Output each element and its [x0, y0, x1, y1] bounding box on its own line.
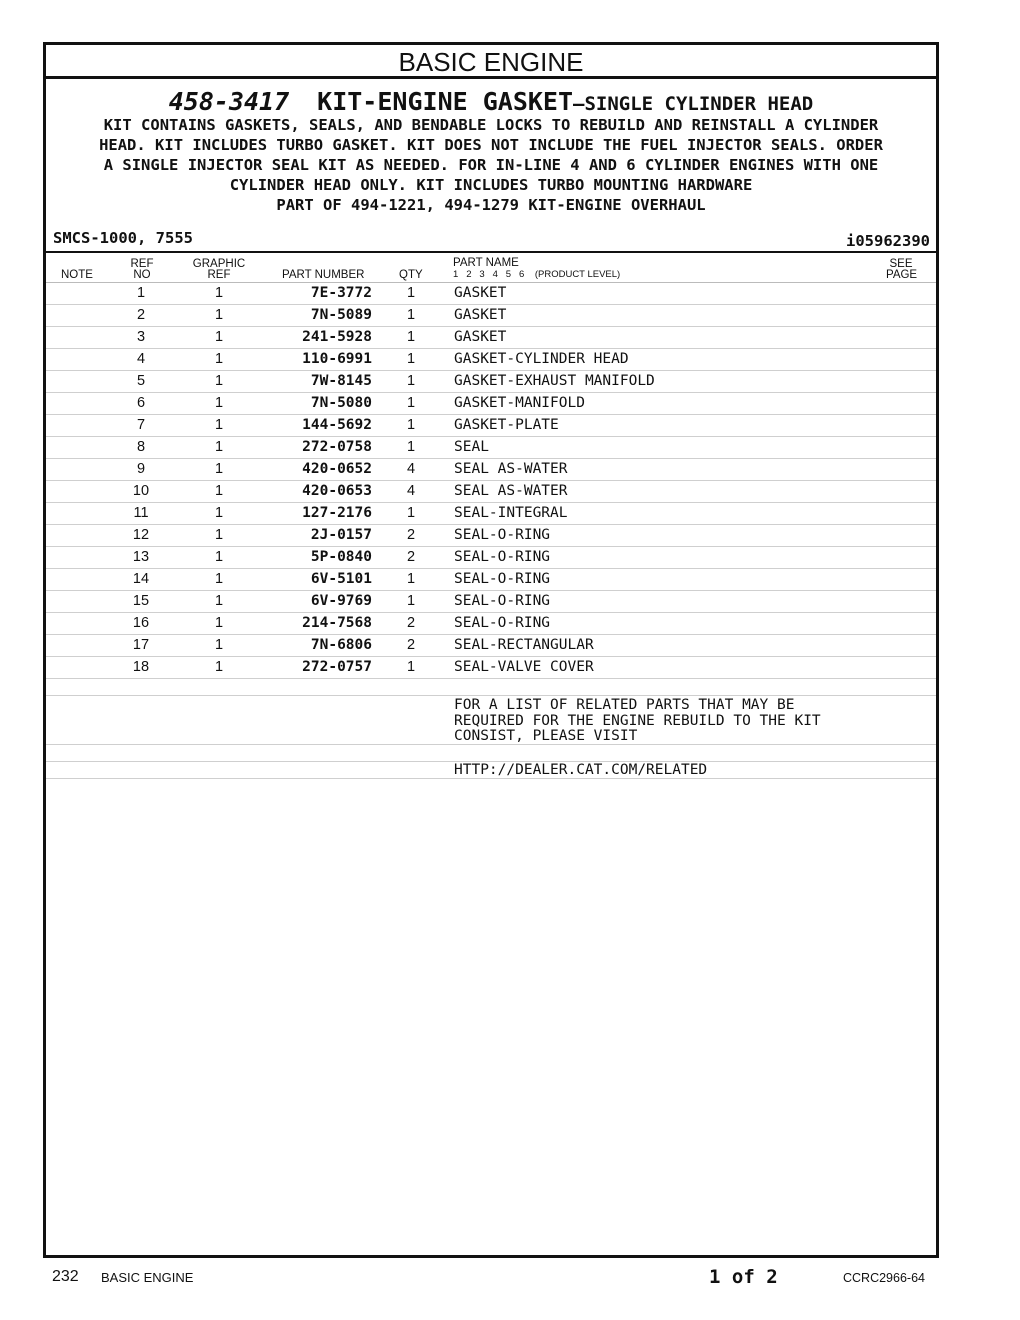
qty-cell: 4	[406, 461, 416, 477]
table-row	[46, 459, 936, 481]
part-name-cell: SEAL AS-WATER	[454, 461, 568, 477]
qty-cell: 4	[406, 483, 416, 499]
graphic-ref: 1	[214, 439, 224, 455]
graphic-ref: 1	[214, 615, 224, 631]
part-number-cell: 144-5692	[302, 417, 372, 433]
part-name-cell: GASKET	[454, 307, 507, 323]
part-name-cell: SEAL-O-RING	[454, 527, 551, 543]
kit-name: KIT-ENGINE GASKET	[317, 87, 574, 116]
part-name-cell: SEAL-O-RING	[454, 571, 551, 587]
ref-number: 10	[132, 483, 150, 499]
description-line: HEAD. KIT INCLUDES TURBO GASKET. KIT DOES NOT INCLUDE THE FUEL INJECTOR SEALS. ORDER	[99, 136, 883, 154]
ref-number: 4	[136, 351, 146, 367]
ref-number: 15	[132, 593, 150, 609]
table-row	[46, 481, 936, 503]
part-number-cell: 214-7568	[302, 615, 372, 631]
footer-section: BASIC ENGINE	[101, 1270, 194, 1285]
ref-number: 11	[133, 505, 149, 521]
ref-number: 2	[136, 307, 146, 323]
qty-cell: 2	[406, 637, 416, 653]
part-number-cell: 241-5928	[302, 329, 372, 345]
part-number-cell: 2J-0157	[310, 527, 372, 543]
graphic-ref: 1	[214, 483, 224, 499]
ref-number: 18	[132, 659, 150, 675]
part-name-cell: GASKET-MANIFOLD	[454, 395, 585, 411]
part-number-cell: 7W-8145	[310, 373, 372, 389]
table-row	[46, 657, 936, 679]
qty-cell: 1	[406, 307, 416, 323]
graphic-ref: 1	[214, 527, 224, 543]
ref-number: 12	[132, 527, 150, 543]
kit-part-number: 458-3417	[168, 87, 290, 116]
qty-cell: 1	[406, 571, 416, 587]
col-ref-bottom: NO	[133, 269, 151, 281]
ref-number: 3	[136, 329, 146, 345]
illustration-id: i05962390	[846, 232, 930, 250]
part-number-cell: 7E-3772	[310, 285, 372, 301]
part-name-cell: SEAL-O-RING	[454, 615, 551, 631]
part-name-cell: GASKET-PLATE	[454, 417, 559, 433]
parts-table	[46, 283, 936, 779]
blank-row	[46, 745, 936, 762]
table-row	[46, 613, 936, 635]
part-name-cell: SEAL-RECTANGULAR	[454, 637, 594, 653]
ref-number: 8	[136, 439, 146, 455]
graphic-ref: 1	[214, 549, 224, 565]
footer-page-of: 1 of 2	[709, 1266, 778, 1288]
qty-cell: 1	[406, 417, 416, 433]
table-row	[46, 415, 936, 437]
table-row	[46, 569, 936, 591]
table-row	[46, 437, 936, 459]
qty-cell: 2	[406, 527, 416, 543]
part-number-cell: 272-0758	[302, 439, 372, 455]
header-divider	[46, 251, 936, 253]
part-number-cell: 6V-9769	[310, 593, 372, 609]
qty-cell: 1	[406, 593, 416, 609]
col-product-level: 1 2 3 4 5 6 (PRODUCT LEVEL)	[453, 269, 621, 280]
smcs-code: SMCS-1000, 7555	[53, 229, 193, 247]
related-url-link[interactable]: HTTP://DEALER.CAT.COM/RELATED	[454, 762, 708, 778]
ref-number: 17	[132, 637, 150, 653]
qty-cell: 1	[406, 351, 416, 367]
ref-number: 5	[136, 373, 146, 389]
table-row	[46, 349, 936, 371]
ref-number: 7	[136, 417, 146, 433]
part-name-cell: GASKET-CYLINDER HEAD	[454, 351, 629, 367]
col-note: NOTE	[61, 269, 93, 281]
col-see-bottom: PAGE	[886, 269, 918, 281]
part-number-cell: 420-0652	[302, 461, 372, 477]
graphic-ref: 1	[214, 329, 224, 345]
graphic-ref: 1	[214, 307, 224, 323]
table-row	[46, 503, 936, 525]
graphic-ref: 1	[214, 395, 224, 411]
description-line: CYLINDER HEAD ONLY. KIT INCLUDES TURBO MOUNTING HARDWARE	[229, 176, 753, 194]
col-part-number: PART NUMBER	[282, 269, 365, 281]
part-name-cell: SEAL-O-RING	[454, 549, 551, 565]
part-number-cell: 127-2176	[302, 505, 372, 521]
part-number-cell: 7N-6806	[310, 637, 372, 653]
part-name-cell: GASKET	[454, 329, 507, 345]
graphic-ref: 1	[214, 505, 224, 521]
part-number-cell: 272-0757	[302, 659, 372, 675]
description-line: A SINGLE INJECTOR SEAL KIT AS NEEDED. FOR IN-LINE 4 AND 6 CYLINDER ENGINES WITH ONE	[103, 156, 879, 174]
qty-cell: 1	[406, 439, 416, 455]
qty-cell: 1	[406, 285, 416, 301]
table-row	[46, 371, 936, 393]
part-number-cell: 420-0653	[302, 483, 372, 499]
col-see-top: SEE	[889, 258, 913, 270]
table-row	[46, 327, 936, 349]
graphic-ref: 1	[214, 637, 224, 653]
table-row	[46, 283, 936, 305]
part-name-cell: SEAL-VALVE COVER	[454, 659, 594, 675]
ref-number: 1	[136, 285, 146, 301]
col-graphic-top: GRAPHIC	[192, 258, 246, 270]
part-name-cell: GASKET-EXHAUST MANIFOLD	[454, 373, 655, 389]
ref-number: 16	[132, 615, 150, 631]
part-number-cell: 6V-5101	[310, 571, 372, 587]
related-url-row	[46, 762, 936, 779]
part-name-cell: SEAL-INTEGRAL	[454, 505, 568, 521]
graphic-ref: 1	[214, 351, 224, 367]
footer-doc-code: CCRC2966-64	[843, 1271, 925, 1285]
qty-cell: 1	[406, 505, 416, 521]
part-number-cell: 7N-5089	[310, 307, 372, 323]
note-line: REQUIRED FOR THE ENGINE REBUILD TO THE KIT	[454, 712, 821, 729]
qty-cell: 1	[406, 329, 416, 345]
page-frame	[43, 42, 939, 1258]
graphic-ref: 1	[214, 571, 224, 587]
graphic-ref: 1	[214, 373, 224, 389]
related-parts-note	[46, 696, 936, 745]
qty-cell: 2	[406, 549, 416, 565]
col-graphic-bottom: REF	[207, 269, 231, 281]
table-row	[46, 547, 936, 569]
part-number-cell: 110-6991	[302, 351, 372, 367]
kit-subtitle: —SINGLE CYLINDER HEAD	[573, 93, 814, 115]
qty-cell: 1	[406, 373, 416, 389]
part-name-cell: SEAL	[454, 439, 489, 455]
qty-cell: 1	[406, 659, 416, 675]
kit-description	[46, 115, 936, 215]
table-row	[46, 525, 936, 547]
graphic-ref: 1	[214, 417, 224, 433]
col-qty: QTY	[399, 269, 423, 281]
part-number-cell: 7N-5080	[310, 395, 372, 411]
description-line: KIT CONTAINS GASKETS, SEALS, AND BENDABLE LOCKS TO REBUILD AND REINSTALL A CYLINDER	[103, 116, 879, 134]
graphic-ref: 1	[214, 659, 224, 675]
part-number-cell: 5P-0840	[310, 549, 372, 565]
table-row	[46, 393, 936, 415]
col-ref-top: REF	[130, 258, 154, 270]
table-row	[46, 305, 936, 327]
ref-number: 14	[132, 571, 150, 587]
col-part-name: PART NAME	[453, 257, 519, 269]
ref-number: 9	[136, 461, 146, 477]
note-line: CONSIST, PLEASE VISIT	[454, 728, 638, 744]
graphic-ref: 1	[214, 285, 224, 301]
graphic-ref: 1	[214, 593, 224, 609]
qty-cell: 1	[406, 395, 416, 411]
part-name-cell: SEAL-O-RING	[454, 593, 551, 609]
column-headers	[46, 256, 936, 284]
blank-row	[46, 679, 936, 696]
note-line: FOR A LIST OF RELATED PARTS THAT MAY BE	[454, 697, 795, 713]
part-name-cell: GASKET	[454, 285, 507, 301]
table-row	[46, 635, 936, 657]
description-line: PART OF 494-1221, 494-1279 KIT-ENGINE OVERHAUL	[276, 196, 706, 214]
table-row	[46, 591, 936, 613]
ref-number: 13	[132, 549, 150, 565]
ref-number: 6	[136, 395, 146, 411]
footer-page-number: 232	[52, 1268, 79, 1285]
graphic-ref: 1	[214, 461, 224, 477]
part-name-cell: SEAL AS-WATER	[454, 483, 568, 499]
kit-title	[46, 87, 936, 116]
section-title: BASIC ENGINE	[46, 45, 936, 79]
qty-cell: 2	[406, 615, 416, 631]
